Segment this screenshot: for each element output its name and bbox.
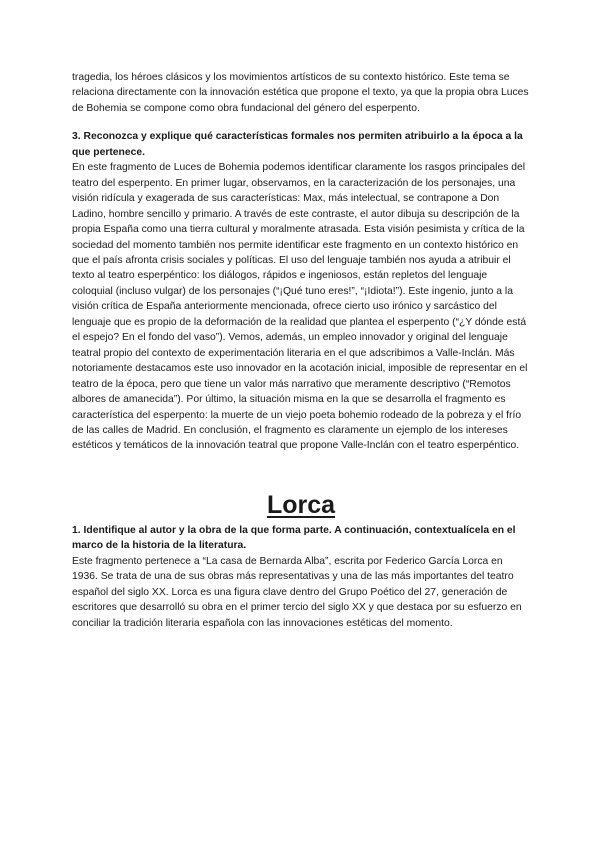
document-page xyxy=(72,70,530,631)
answer-3-paragraph: En este fragmento de Luces de Bohemia podemos identificar claramente los rasgos principales del teatro del esperpento. En primer lugar, observamos, en la caracterización de los personajes, una visión ridícula y exagerada de sus características: Max, más intelectual, se contrapone a Don Ladino, hombre sencillo y primario. A través de este contraste, el autor dibuja su descripción de la propia España como una tierra cultural y moralmente atrasada. Esta visión pesimista y crítica de la sociedad del momento también nos permite identificar este fragmento en un contexto histórico en que el país afronta crisis sociales y políticas. El uso del lenguaje también nos ayuda a atribuir el texto al teatro esperpéntico: los diálogos, rápidos e ingeniosos, están repletos del lenguaje coloquial (incluso vulgar) de los personajes (“¡Qué tuno eres!”, “¡Idiota!”). Este ingenio, junto a la visión crítica de España anteriormente mencionada, ofrece cierto uso irónico y sarcástico del lenguaje que es propio de la deformación de la realidad que plantea el esperpento (“¿Y dónde está el espejo? En el fondo del vaso”). Vemos, además, un empleo innovador y original del lenguaje teatral propio del contexto de experimentación literaria en el que adscribimos a Valle-Inclán. Más notoriamente destacamos este uso innovador en la acotación inicial, imposible de representar en el teatro de la época, pero que tiene un valor más narrativo que meramente descriptivo (“Remotos albores de amanecida”). Por último, la situación misma en la que se desarrolla el fragmento es característica del esperpento: la muerte de un viejo poeta bohemio rodeado de la pobreza y el frío de las calles de Madrid. En conclusión, el fragmento es claramente un ejemplo de los intereses estéticos y temáticos de la innovación teatral que propone Valle-Inclán con el teatro esperpéntico. xyxy=(72,162,528,452)
spacer xyxy=(72,454,530,490)
answer-1-paragraph: Este fragmento pertenece a “La casa de Bernarda Alba”, escrita por Federico García Lorca en 1936. Se trata de una de sus obras más representativas y una de las más importantes del teatro español del siglo XX. Lorca es una figura clave dentro del Grupo Poético del 27, generación de escritores que desarrolló su obra en el primer tercio del siglo XX y que destaca por su esfuerzo en conciliar la tradición literaria española con las innovaciones estéticas del momento. xyxy=(72,555,522,629)
question-1-heading: 1. Identifique al autor y la obra de la que forma parte. A continuación, contextualícela en el marco de la historia de la literatura. xyxy=(72,524,516,552)
section-title: Lorca xyxy=(266,490,336,519)
spacer xyxy=(72,116,530,129)
intro-paragraph: tragedia, los héroes clásicos y los movimientos artísticos de su contexto histórico. Este tema se relaciona directamente con la innovación estética que propone el texto, ya que la propia obra Luces de Bohemia se compone como obra fundacional del género del esperpento. xyxy=(72,72,529,114)
question-3-heading: 3. Reconozca y explique qué características formales nos permiten atribuirlo a la época a la que pertenece. xyxy=(72,131,523,158)
